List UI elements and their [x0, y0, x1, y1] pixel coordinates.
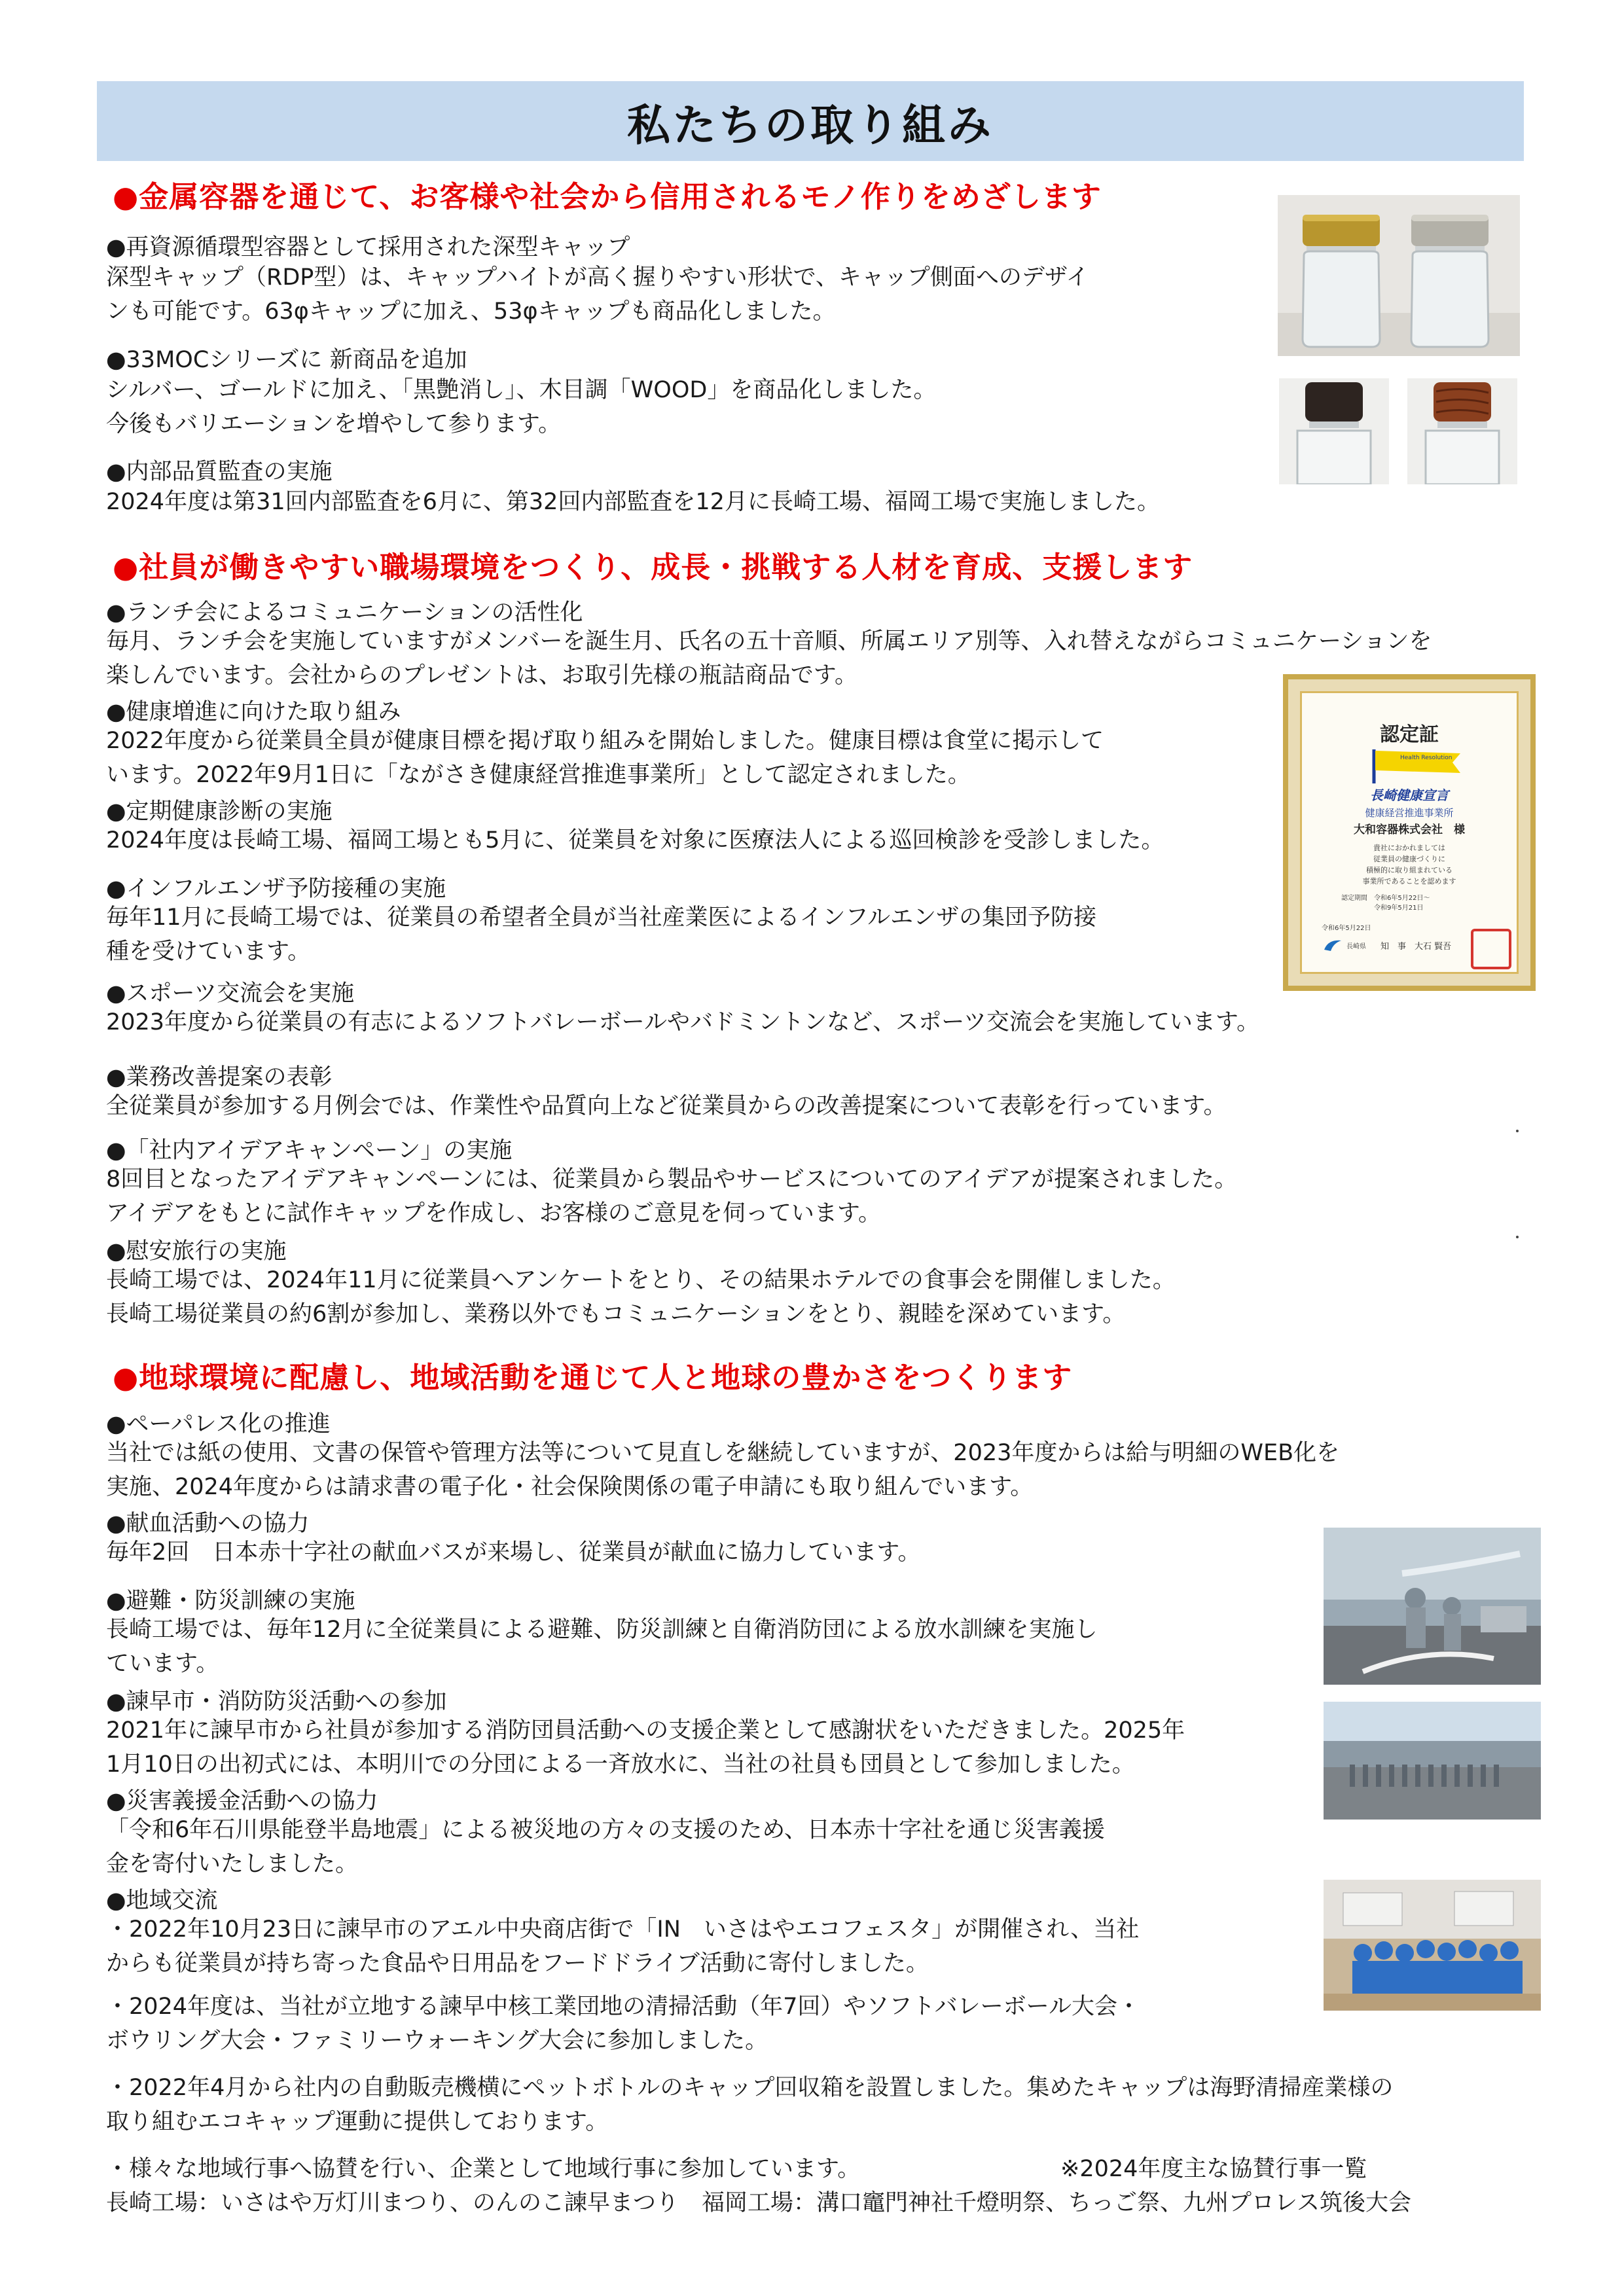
health-certificate [1283, 674, 1536, 991]
item-title-health: ●健康増進に向けた取り組み [106, 699, 401, 725]
item-title-idea: ●「社内アイデアキャンペーン」の実施 [106, 1138, 513, 1164]
certificate-title: 認定証 [1380, 723, 1439, 746]
item-body-idea: 8回目となったアイデアキャンペーンには、従業員から製品やサービスについてのアイデアが提案されました。 アイデアをもとに試作キャップを作成し、お客様のご意見を伺っています。 [106, 1166, 1238, 1227]
item-body-blood: 毎年2回 日本赤十字社の献血バスが来場し、従業員が献血に協力しています。 [106, 1539, 921, 1566]
black-matte-cap-photo [1279, 378, 1389, 484]
sponsor-note: ・様々な地域行事へ協賛を行い、企業として地域行事に参加しています。 [106, 2156, 861, 2182]
item-title-checkup: ●定期健康診断の実施 [106, 798, 333, 825]
item-body-kaizen: 全従業員が参加する月例会では、作業性や品質向上など従業員からの改善提案について表彰を行っています。 [106, 1093, 1227, 1119]
certificate-body: 貴社におかれましては 従業員の健康づくりに 積極的に取り組まれている 事業所であることを認めます [1362, 844, 1456, 886]
title-bar [97, 81, 1524, 161]
page-title: 私たちの取り組み [627, 99, 994, 151]
item-title-community: ●地域交流 [106, 1888, 218, 1914]
item-title-kaizen: ●業務改善提案の表彰 [106, 1064, 333, 1090]
wood-cap-photo [1407, 378, 1517, 484]
item-body-drill: 長崎工場では、毎年12月に全従業員による避難、防災訓練と自衛消防団による放水訓練を実施し ています。 [106, 1617, 1098, 1677]
item-body-flu: 毎年11月に長崎工場では、従業員の希望者全員が当社産業医によるインフルエンザの集団予防接 種を受けています。 [106, 905, 1097, 965]
item-body-lunch: 毎月、ランチ会を実施していますがメンバーを誕生月、氏名の五十音順、所属エリア別等、入れ替えながらコミュニケーションを 楽しんでいます。会社からのプレゼントは、お取引先様の瓶詰商品です。 [106, 628, 1432, 689]
nagasaki-logo-icon [1322, 937, 1344, 954]
stray-dot [1516, 1130, 1519, 1132]
item-body-33moc: シルバー、ゴールドに加え、「黒艶消し」、木目調「WOOD」を商品化しました。 今後もバリエーションを増やして参ります。 [106, 377, 937, 437]
item-title-sports: ●スポーツ交流会を実施 [106, 980, 355, 1007]
seal-stamp-icon [1471, 929, 1511, 969]
certificate-period: 認定期間 令和6年5月22日～ 令和9年5月21日 [1341, 895, 1430, 912]
item-title-33moc: ●33MOCシリーズに 新商品を追加 [106, 347, 467, 373]
drill-photo [1324, 1528, 1541, 1685]
community-event-photo [1324, 1880, 1541, 2011]
item-body-internal-audit: 2024年度は第31回内部監査を6月に、第32回内部監査を12月に長崎工場、福岡工場で実施しました。 [106, 489, 1160, 515]
item-body-sports: 2023年度から従業員の有志によるソフトバレーボールやバドミントンなど、スポーツ交流会を実施しています。 [106, 1009, 1260, 1035]
item-title-paperless: ●ペーパレス化の推進 [106, 1411, 331, 1437]
sponsor-list: 長崎工場：いさはや万灯川まつり、のんのこ諫早まつり 福岡工場：溝口竈門神社千燈明祭、ちっご祭、九州プロレス筑後大会 [106, 2190, 1411, 2216]
item-body-health: 2022年度から従業員全員が健康目標を掲げ取り組みを開始しました。健康目標は食堂に掲示して います。2022年9月1日に「ながさき健康経営推進事業所」として認定されました。 [106, 728, 1104, 788]
item-title-firefighting: ●諫早市・消防防災活動への参加 [106, 1689, 447, 1715]
item-title-donation: ●災害義援金活動への協力 [106, 1788, 378, 1814]
item-body-checkup: 2024年度は長崎工場、福岡工場とも5月に、従業員を対象に医療法人による巡回検診を受診しました。 [106, 827, 1164, 853]
item-title-flu: ●インフルエンザ予防接種の実施 [106, 876, 446, 902]
certificate-logo: 長崎健康宣言 [1370, 787, 1449, 803]
item-title-drill: ●避難・防災訓練の実施 [106, 1588, 355, 1614]
dezome-ceremony-photo [1324, 1702, 1541, 1820]
certificate-issuer: 長崎県 [1346, 943, 1366, 950]
sponsor-list-label: ※2024年度主な協賛行事一覧 [1060, 2156, 1367, 2182]
item-body-trip: 長崎工場では、2024年11月に従業員へアンケートをとり、その結果ホテルでの食事会を開催しました。 長崎工場従業員の約6割が参加し、業務以外でもコミュニケーションをとり、親睦を深めています。 [106, 1267, 1176, 1327]
health-flag-icon [1362, 747, 1467, 785]
item-body-donation: 「令和6年石川県能登半島地震」による被災地の方々の支援のため、日本赤十字社を通じ災害義援 金を寄付いたしました。 [106, 1817, 1105, 1877]
certificate-line1: 健康経営推進事業所 [1365, 807, 1454, 819]
stray-dot [1516, 1236, 1519, 1238]
item-body-community: ・2022年10月23日に諫早市のアエル中央商店街で「IN いさはやエコフェスタ」が開催され、当社 からも従業員が持ち寄った食品や日用品をフードドライブ活動に寄付しました。 [106, 1916, 1140, 1977]
certificate-date: 令和6年5月22日 [1322, 925, 1371, 932]
paragraph-ecocap: ・2022年4月から社内の自動販売機横にペットボトルのキャップ回収箱を設置しました。集めたキャップは海野清掃産業様の 取り組むエコキャップ運動に提供しております。 [106, 2075, 1394, 2135]
paragraph-cleanup: ・2024年度は、当社が立地する諫早中核工業団地の清掃活動（年7回）やソフトバレーボール大会・ ボウリング大会・ファミリーウォーキング大会に参加しました。 [106, 1994, 1140, 2054]
deep-cap-jars-photo [1278, 195, 1520, 356]
section-heading-workplace: ●社員が働きやすい職場環境をつくり、成長・挑戦する人材を育成、支援します [113, 550, 1193, 584]
certificate-flag-text: Health Resolution [1400, 755, 1453, 761]
item-title-internal-audit: ●内部品質監査の実施 [106, 459, 333, 485]
item-title-lunch: ●ランチ会によるコミュニケーションの活性化 [106, 600, 583, 626]
certificate-signer: 知 事 大石 賢吾 [1380, 942, 1452, 952]
certificate-company: 大和容器株式会社 様 [1354, 823, 1465, 836]
item-title-blood: ●献血活動への協力 [106, 1511, 310, 1537]
item-body-deep-cap: 深型キャップ（RDP型）は、キャップハイトが高く握りやすい形状で、キャップ側面へのデザイ ンも可能です。63φキャップに加え、53φキャップも商品化しました。 [106, 264, 1089, 325]
item-title-trip: ●慰安旅行の実施 [106, 1238, 287, 1265]
item-body-firefighting: 2021年に諫早市から社員が参加する消防団員活動への支援企業として感謝状をいただきました。2025年 1月10日の出初式には、本明川での分団による一斉放水に、当社の社員も団員として参加しました。 [106, 1717, 1185, 1778]
section-heading-quality: ●金属容器を通じて、お客様や社会から信用されるモノ作りをめざします [113, 179, 1102, 214]
item-body-paperless: 当社では紙の使用、文書の保管や管理方法等について見直しを継続していますが、2023年度からは給与明細のWEB化を 実施、2024年度からは請求書の電子化・社会保険関係の電子申請にも取り組んでいます。 [106, 1440, 1340, 1500]
item-title-deep-cap: ●再資源循環型容器として採用された深型キャップ [106, 234, 630, 260]
section-heading-environment: ●地球環境に配慮し、地域活動を通じて人と地球の豊かさをつくります [113, 1360, 1073, 1395]
